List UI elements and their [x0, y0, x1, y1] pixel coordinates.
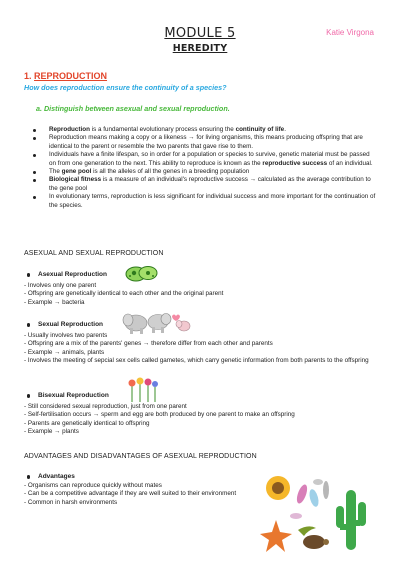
text-line: - Still considered sexual reproduction, just from one parent — [24, 403, 187, 410]
section-number: 1. — [24, 71, 35, 81]
bisexual-lines — [24, 403, 376, 436]
sub-question: a. Distinguish between asexual and sexual reproduction. — [36, 104, 230, 113]
bullet-item: Biological fitness is a measure of an individual's reproductive success → calculated as the average contribution to the gene pool — [27, 176, 377, 193]
intro-bullet-list — [27, 126, 377, 210]
sexual-lines — [24, 332, 376, 365]
sexual-label: Sexual Reproduction — [38, 321, 103, 328]
text-line: - Example → plants — [24, 427, 79, 435]
flowers-icon — [127, 376, 159, 402]
text-line: - Common in harsh environments — [24, 498, 118, 506]
turtle-icon — [303, 535, 329, 549]
cactus-icon — [336, 490, 366, 550]
author-name: Katie Virgona — [326, 28, 374, 37]
section-heading — [24, 71, 107, 81]
text-line: - Offspring are genetically identical to each other and the original parent — [24, 290, 224, 298]
bisexual-label: Bisexual Reproduction — [38, 392, 109, 399]
text-line: - Parents are genetically identical to offspring — [24, 419, 150, 427]
starfish-icon — [260, 520, 292, 552]
text-line: - Can be a competitive advantage if they are well suited to their environment — [24, 490, 237, 498]
organisms-collage-icon — [256, 468, 378, 558]
bacteria-icon — [124, 264, 158, 284]
bullet-item: In evolutionary terms, reproduction is less significant for individual success and more important for the continuation of the species. — [27, 193, 377, 210]
asexual-label: Asexual Reproduction — [38, 271, 107, 278]
text-line: - Usually involves two parents — [24, 332, 108, 339]
asexual-sexual-heading: ASEXUAL AND SEXUAL REPRODUCTION — [24, 250, 164, 257]
text-line: - Involves only one parent — [24, 282, 97, 289]
text-line: - Example → bacteria — [24, 298, 85, 306]
sunflower-icon — [266, 476, 290, 500]
adv-disadv-heading: ADVANTAGES AND DISADVANTAGES OF ASEXUAL REPRODUCTION — [24, 453, 257, 460]
bullet-item: Individuals have a finite lifespan, so in order for a population or species to survive, genetic material must be passed on from one generation to the next. This ability to reproduce is known as the reproductive success of an individual. — [27, 151, 377, 168]
section-question: How does reproduction ensure the continuity of a species? — [24, 83, 227, 92]
advantages-label: Advantages — [38, 473, 75, 480]
text-line: - Example → animals, plants — [24, 348, 105, 356]
text-line: - Offspring are a mix of the parents' genes → therefore differ from each other and parents — [24, 340, 273, 348]
text-line: - Involves the meeting of sepcial sex cells called gametes, which carry genetic information from both parents to the offspring — [24, 356, 369, 364]
text-line: - Self-fertilisation occurs → sperm and egg are both produced by one parent to make an offspring — [24, 411, 295, 419]
module-title: MODULE 5 — [164, 26, 236, 41]
module-subtitle: HEREDITY — [172, 43, 228, 54]
advantages-lines — [24, 482, 254, 507]
text-line: - Organisms can reproduce quickly without mates — [24, 482, 162, 489]
section-title: REPRODUCTION — [34, 71, 108, 81]
bullet-item: The gene pool is all the alleles of all the genes in a breeding population — [27, 168, 377, 176]
bullet-item: Reproduction means making a copy or a likeness → for living organisms, this means producing offspring that are identical to the parent or resemble the two parents that gave rise to them. — [27, 134, 377, 151]
asexual-lines — [24, 282, 376, 307]
bullet-item: Reproduction is a fundamental evolutionary process ensuring the continuity of life. — [27, 126, 377, 134]
